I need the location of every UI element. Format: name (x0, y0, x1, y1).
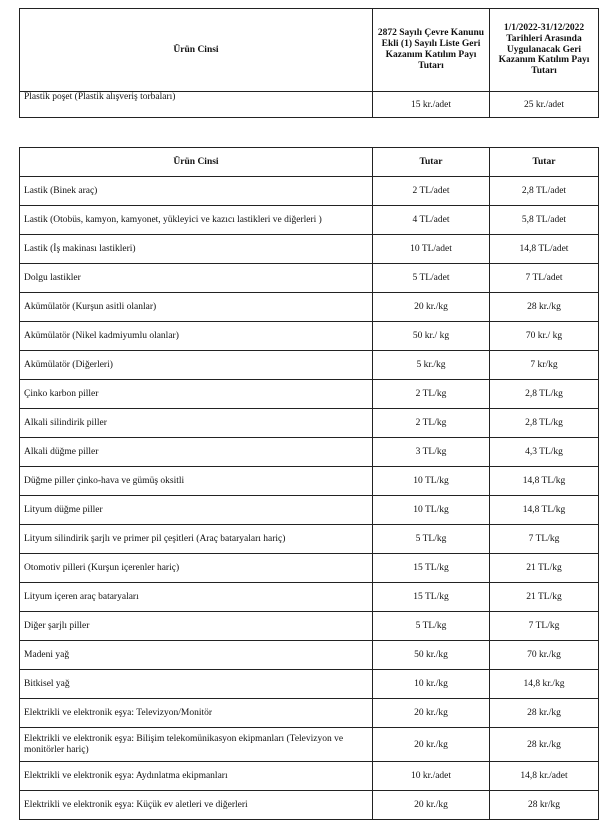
fee-cell: 20 kr./kg (373, 728, 490, 762)
fee-cell: 14,8 TL/adet (490, 235, 599, 264)
table-row (20, 351, 599, 380)
header-2022-fee: 1/1/2022-31/12/2022 Tarihleri Arasında Uygulanacak Geri Kazanım Katılım Payı Tutarı (490, 9, 599, 92)
product-cell: Lityum içeren araç bataryaları (20, 583, 373, 612)
table-row (20, 496, 599, 525)
table-header-row (20, 148, 599, 177)
table-row (20, 438, 599, 467)
fee-cell: 20 kr./kg (373, 293, 490, 322)
table-row (20, 554, 599, 583)
fee-cell: 7 TL/kg (490, 612, 599, 641)
fee-cell: 4,3 TL/kg (490, 438, 599, 467)
fee-cell: 7 TL/adet (490, 264, 599, 293)
product-cell: Lityum silindirik şarjlı ve primer pil çeşitleri (Araç bataryaları hariç) (20, 525, 373, 554)
fee-cell: 28 kr./kg (490, 699, 599, 728)
product-cell: Otomotiv pilleri (Kurşun içerenler hariç) (20, 554, 373, 583)
fee-cell: 2 TL/kg (373, 409, 490, 438)
product-cell: Lityum düğme piller (20, 496, 373, 525)
product-cell: Diğer şarjlı piller (20, 612, 373, 641)
fee-cell: 2,8 TL/kg (490, 409, 599, 438)
fee-cell: 5 TL/adet (373, 264, 490, 293)
table-row (20, 583, 599, 612)
table-row (20, 791, 599, 820)
table-row (20, 235, 599, 264)
product-cell: Akümülatör (Nikel kadmiyumlu olanlar) (20, 322, 373, 351)
fee-cell: 14,8 kr./kg (490, 670, 599, 699)
table-row (20, 206, 599, 235)
header-legal-list-fee: 2872 Sayılı Çevre Kanunu Ekli (1) Sayılı Liste Geri Kazanım Katılım Payı Tutarı (373, 9, 490, 92)
table-row (20, 293, 599, 322)
fee-cell: 4 TL/adet (373, 206, 490, 235)
product-fee-table (19, 147, 599, 820)
table-row (20, 467, 599, 496)
fee-cell: 25 kr./adet (490, 92, 599, 118)
product-cell: Düğme piller çinko-hava ve gümüş oksitli (20, 467, 373, 496)
header-amount: Tutar (490, 148, 599, 177)
fee-cell: 20 kr./kg (373, 699, 490, 728)
product-cell: Alkali düğme piller (20, 438, 373, 467)
fee-cell: 15 TL/kg (373, 583, 490, 612)
product-cell: Madeni yağ (20, 641, 373, 670)
table-row (20, 762, 599, 791)
fee-cell: 50 kr./kg (373, 641, 490, 670)
fee-cell: 2,8 TL/kg (490, 380, 599, 409)
product-cell: Dolgu lastikler (20, 264, 373, 293)
product-cell: Lastik (İş makinası lastikleri) (20, 235, 373, 264)
product-cell: Çinko karbon piller (20, 380, 373, 409)
fee-cell: 10 TL/adet (373, 235, 490, 264)
fee-cell: 28 kr/kg (490, 791, 599, 820)
fee-cell: 2 TL/kg (373, 380, 490, 409)
table-row (20, 641, 599, 670)
fee-cell: 7 TL/kg (490, 525, 599, 554)
header-amount: Tutar (373, 148, 490, 177)
fee-cell: 50 kr./ kg (373, 322, 490, 351)
fee-cell: 10 TL/kg (373, 496, 490, 525)
fee-cell: 21 TL/kg (490, 554, 599, 583)
product-cell: Plastik poşet (Plastik alışveriş torbaları) (20, 92, 373, 118)
fee-cell: 15 kr./adet (373, 92, 490, 118)
product-cell: Bitkisel yağ (20, 670, 373, 699)
table-row (20, 380, 599, 409)
table-row (20, 612, 599, 641)
fee-cell: 14,8 TL/kg (490, 496, 599, 525)
table-row (20, 92, 599, 118)
plastic-bag-fee-table (19, 8, 599, 118)
product-cell: Alkali silindirik piller (20, 409, 373, 438)
table-row (20, 177, 599, 206)
fee-cell: 7 kr/kg (490, 351, 599, 380)
table-row (20, 728, 599, 762)
product-cell: Elektrikli ve elektronik eşya: Aydınlatma ekipmanları (20, 762, 373, 791)
fee-cell: 5 TL/kg (373, 525, 490, 554)
fee-cell: 14,8 kr./adet (490, 762, 599, 791)
fee-cell: 10 kr./kg (373, 670, 490, 699)
fee-cell: 2,8 TL/adet (490, 177, 599, 206)
table-header-row (20, 9, 599, 92)
table-row (20, 670, 599, 699)
fee-cell: 3 TL/kg (373, 438, 490, 467)
fee-cell: 10 kr./adet (373, 762, 490, 791)
fee-cell: 70 kr./kg (490, 641, 599, 670)
product-cell: Elektrikli ve elektronik eşya: Televizyon/Monitör (20, 699, 373, 728)
fee-cell: 15 TL/kg (373, 554, 490, 583)
fee-cell: 70 kr./ kg (490, 322, 599, 351)
product-cell: Lastik (Otobüs, kamyon, kamyonet, yükleyici ve kazıcı lastikleri ve diğerleri ) (20, 206, 373, 235)
fee-cell: 21 TL/kg (490, 583, 599, 612)
fee-cell: 28 kr./kg (490, 728, 599, 762)
table-row (20, 525, 599, 554)
header-product: Ürün Cinsi (20, 9, 373, 92)
product-cell: Akümülatör (Kurşun asitli olanlar) (20, 293, 373, 322)
product-cell: Lastik (Binek araç) (20, 177, 373, 206)
fee-cell: 5 TL/kg (373, 612, 490, 641)
product-cell: Elektrikli ve elektronik eşya: Bilişim telekomünikasyon ekipmanları (Televizyon ve monitörler hariç) (20, 728, 373, 762)
fee-cell: 28 kr./kg (490, 293, 599, 322)
product-cell: Elektrikli ve elektronik eşya: Küçük ev aletleri ve diğerleri (20, 791, 373, 820)
fee-cell: 10 TL/kg (373, 467, 490, 496)
table-row (20, 699, 599, 728)
table-row (20, 264, 599, 293)
table-row (20, 409, 599, 438)
table-row (20, 322, 599, 351)
fee-cell: 20 kr./kg (373, 791, 490, 820)
fee-cell: 5 kr./kg (373, 351, 490, 380)
fee-cell: 5,8 TL/adet (490, 206, 599, 235)
product-cell: Akümülatör (Diğerleri) (20, 351, 373, 380)
fee-cell: 2 TL/adet (373, 177, 490, 206)
header-product: Ürün Cinsi (20, 148, 373, 177)
fee-cell: 14,8 TL/kg (490, 467, 599, 496)
